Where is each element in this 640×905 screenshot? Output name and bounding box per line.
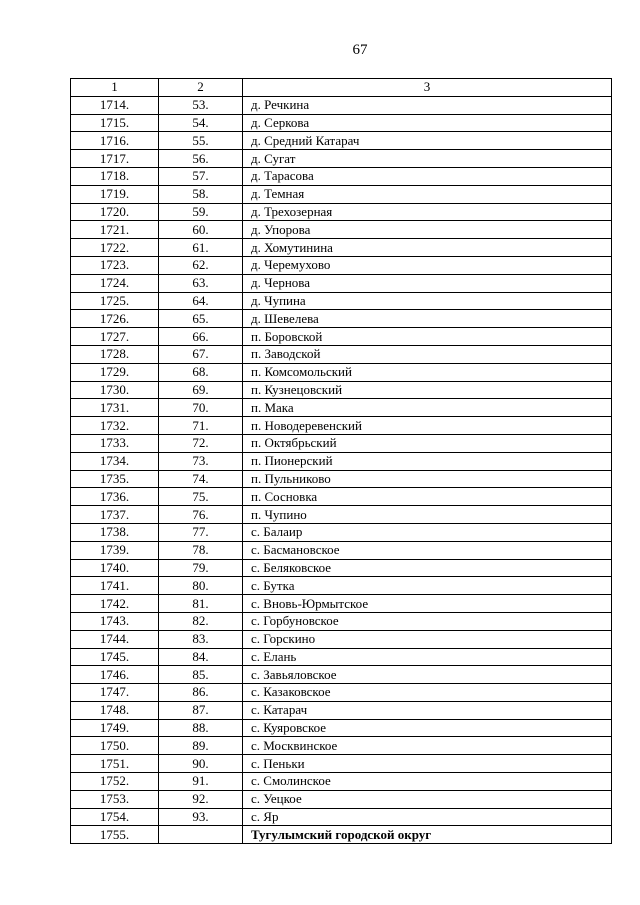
row-number-cell: 1735. — [71, 470, 159, 488]
local-number-cell: 60. — [159, 221, 243, 239]
column-header-1: 1 — [71, 79, 159, 97]
settlement-name-cell: с. Елань — [243, 648, 612, 666]
row-number-cell: 1743. — [71, 612, 159, 630]
row-number-cell: 1736. — [71, 488, 159, 506]
table-row — [71, 399, 612, 417]
local-number-cell: 82. — [159, 612, 243, 630]
table-row — [71, 719, 612, 737]
settlement-name-cell: д. Сугат — [243, 150, 612, 168]
table-row — [71, 417, 612, 435]
row-number-cell: 1719. — [71, 185, 159, 203]
table-row — [71, 630, 612, 648]
row-number-cell: 1733. — [71, 434, 159, 452]
settlement-name-cell: д. Средний Катарач — [243, 132, 612, 150]
row-number-cell: 1724. — [71, 274, 159, 292]
row-number-cell: 1715. — [71, 114, 159, 132]
local-number-cell: 79. — [159, 559, 243, 577]
table-row — [71, 185, 612, 203]
table-row — [71, 221, 612, 239]
local-number-cell: 90. — [159, 755, 243, 773]
settlement-name-cell: с. Горскино — [243, 630, 612, 648]
table-row — [71, 132, 612, 150]
local-number-cell: 64. — [159, 292, 243, 310]
local-number-cell: 70. — [159, 399, 243, 417]
local-number-cell: 66. — [159, 328, 243, 346]
settlement-name-cell: п. Пионерский — [243, 452, 612, 470]
settlement-name-cell: д. Хомутинина — [243, 239, 612, 257]
settlement-name-cell: с. Басмановское — [243, 541, 612, 559]
local-number-cell: 57. — [159, 167, 243, 185]
row-number-cell: 1748. — [71, 701, 159, 719]
settlement-name-cell: п. Пульниково — [243, 470, 612, 488]
row-number-cell: 1734. — [71, 452, 159, 470]
table-row — [71, 363, 612, 381]
local-number-cell: 84. — [159, 648, 243, 666]
table-row — [71, 292, 612, 310]
local-number-cell: 86. — [159, 684, 243, 702]
row-number-cell: 1718. — [71, 167, 159, 185]
row-number-cell: 1729. — [71, 363, 159, 381]
row-number-cell: 1753. — [71, 790, 159, 808]
row-number-cell: 1717. — [71, 150, 159, 168]
local-number-cell: 67. — [159, 345, 243, 363]
table-row — [71, 328, 612, 346]
row-number-cell: 1755. — [71, 826, 159, 844]
local-number-cell: 62. — [159, 256, 243, 274]
settlement-name-cell: д. Темная — [243, 185, 612, 203]
row-number-cell: 1737. — [71, 506, 159, 524]
local-number-cell: 54. — [159, 114, 243, 132]
settlement-name-cell: с. Катарач — [243, 701, 612, 719]
settlement-name-cell: с. Бутка — [243, 577, 612, 595]
table-row — [71, 595, 612, 613]
settlement-name-cell: п. Чупино — [243, 506, 612, 524]
settlement-name-cell: с. Куяровское — [243, 719, 612, 737]
settlement-name-cell: с. Смолинское — [243, 773, 612, 791]
settlement-name-cell: с. Казаковское — [243, 684, 612, 702]
settlement-name-cell: д. Упорова — [243, 221, 612, 239]
settlement-name-cell: д. Серкова — [243, 114, 612, 132]
table-row — [71, 541, 612, 559]
table-row — [71, 167, 612, 185]
row-number-cell: 1722. — [71, 239, 159, 257]
local-number-cell — [159, 826, 243, 844]
local-number-cell: 68. — [159, 363, 243, 381]
table-row — [71, 434, 612, 452]
local-number-cell: 76. — [159, 506, 243, 524]
row-number-cell: 1752. — [71, 773, 159, 791]
settlement-name-cell: д. Трехозерная — [243, 203, 612, 221]
table-row — [71, 755, 612, 773]
table-row — [71, 452, 612, 470]
row-number-cell: 1740. — [71, 559, 159, 577]
settlement-name-cell: д. Речкина — [243, 96, 612, 114]
settlement-name-cell: п. Комсомольский — [243, 363, 612, 381]
local-number-cell: 74. — [159, 470, 243, 488]
table-row — [71, 808, 612, 826]
row-number-cell: 1723. — [71, 256, 159, 274]
row-number-cell: 1745. — [71, 648, 159, 666]
row-number-cell: 1716. — [71, 132, 159, 150]
local-number-cell: 89. — [159, 737, 243, 755]
local-number-cell: 58. — [159, 185, 243, 203]
settlement-name-cell: с. Москвинское — [243, 737, 612, 755]
column-header-3: 3 — [243, 79, 612, 97]
row-number-cell: 1731. — [71, 399, 159, 417]
settlement-name-cell: д. Чупина — [243, 292, 612, 310]
local-number-cell: 63. — [159, 274, 243, 292]
local-number-cell: 93. — [159, 808, 243, 826]
settlement-name-cell: п. Заводской — [243, 345, 612, 363]
row-number-cell: 1742. — [71, 595, 159, 613]
table-row — [71, 150, 612, 168]
table-row — [71, 274, 612, 292]
table-row — [71, 701, 612, 719]
row-number-cell: 1721. — [71, 221, 159, 239]
local-number-cell: 53. — [159, 96, 243, 114]
table-row — [71, 737, 612, 755]
table-row — [71, 523, 612, 541]
table-row — [71, 345, 612, 363]
row-number-cell: 1730. — [71, 381, 159, 399]
page-number: 67 — [352, 42, 368, 58]
table-row — [71, 559, 612, 577]
local-number-cell: 73. — [159, 452, 243, 470]
row-number-cell: 1739. — [71, 541, 159, 559]
settlement-name-cell: п. Октябрьский — [243, 434, 612, 452]
local-number-cell: 65. — [159, 310, 243, 328]
local-number-cell: 81. — [159, 595, 243, 613]
local-number-cell: 75. — [159, 488, 243, 506]
row-number-cell: 1751. — [71, 755, 159, 773]
settlement-name-cell: с. Завьяловское — [243, 666, 612, 684]
settlement-name-cell: с. Уецкое — [243, 790, 612, 808]
table-row — [71, 790, 612, 808]
table-row — [71, 381, 612, 399]
local-number-cell: 71. — [159, 417, 243, 435]
table-header — [71, 79, 612, 97]
row-number-cell: 1725. — [71, 292, 159, 310]
table-row — [71, 577, 612, 595]
local-number-cell: 88. — [159, 719, 243, 737]
row-number-cell: 1728. — [71, 345, 159, 363]
local-number-cell: 77. — [159, 523, 243, 541]
row-number-cell: 1727. — [71, 328, 159, 346]
settlement-name-cell: п. Кузнецовский — [243, 381, 612, 399]
settlement-name-cell: с. Беляковское — [243, 559, 612, 577]
row-number-cell: 1720. — [71, 203, 159, 221]
local-number-cell: 56. — [159, 150, 243, 168]
row-number-cell: 1750. — [71, 737, 159, 755]
settlement-name-cell: п. Мака — [243, 399, 612, 417]
table-row — [71, 470, 612, 488]
local-number-cell: 83. — [159, 630, 243, 648]
row-number-cell: 1738. — [71, 523, 159, 541]
table-row — [71, 239, 612, 257]
table-row — [71, 114, 612, 132]
local-number-cell: 61. — [159, 239, 243, 257]
table-row — [71, 826, 612, 844]
settlement-name-cell: с. Балаир — [243, 523, 612, 541]
settlement-name-cell: п. Новодеревенский — [243, 417, 612, 435]
table-row — [71, 666, 612, 684]
table-row — [71, 773, 612, 791]
table-row — [71, 488, 612, 506]
table-row — [71, 612, 612, 630]
settlements-table — [70, 78, 612, 844]
settlement-name-cell: д. Шевелева — [243, 310, 612, 328]
table-row — [71, 96, 612, 114]
table-row — [71, 310, 612, 328]
local-number-cell: 80. — [159, 577, 243, 595]
row-number-cell: 1754. — [71, 808, 159, 826]
local-number-cell: 69. — [159, 381, 243, 399]
row-number-cell: 1726. — [71, 310, 159, 328]
row-number-cell: 1714. — [71, 96, 159, 114]
local-number-cell: 59. — [159, 203, 243, 221]
row-number-cell: 1741. — [71, 577, 159, 595]
settlement-name-cell: с. Вновь-Юрмытское — [243, 595, 612, 613]
settlement-name-cell: д. Тарасова — [243, 167, 612, 185]
settlement-name-cell: с. Горбуновское — [243, 612, 612, 630]
table-body — [71, 96, 612, 843]
local-number-cell: 85. — [159, 666, 243, 684]
local-number-cell: 55. — [159, 132, 243, 150]
settlement-name-cell: Тугулымский городской округ — [243, 826, 612, 844]
row-number-cell: 1732. — [71, 417, 159, 435]
table-row — [71, 684, 612, 702]
settlement-name-cell: п. Сосновка — [243, 488, 612, 506]
local-number-cell: 87. — [159, 701, 243, 719]
table-row — [71, 648, 612, 666]
settlement-name-cell: с. Яр — [243, 808, 612, 826]
column-header-2: 2 — [159, 79, 243, 97]
settlement-name-cell: д. Черемухово — [243, 256, 612, 274]
local-number-cell: 92. — [159, 790, 243, 808]
local-number-cell: 91. — [159, 773, 243, 791]
row-number-cell: 1749. — [71, 719, 159, 737]
row-number-cell: 1747. — [71, 684, 159, 702]
row-number-cell: 1744. — [71, 630, 159, 648]
table-row — [71, 256, 612, 274]
local-number-cell: 72. — [159, 434, 243, 452]
row-number-cell: 1746. — [71, 666, 159, 684]
table-row — [71, 506, 612, 524]
settlement-name-cell: с. Пеньки — [243, 755, 612, 773]
table-header-row — [71, 79, 612, 97]
settlement-name-cell: д. Чернова — [243, 274, 612, 292]
settlement-name-cell: п. Боровской — [243, 328, 612, 346]
local-number-cell: 78. — [159, 541, 243, 559]
table-row — [71, 203, 612, 221]
